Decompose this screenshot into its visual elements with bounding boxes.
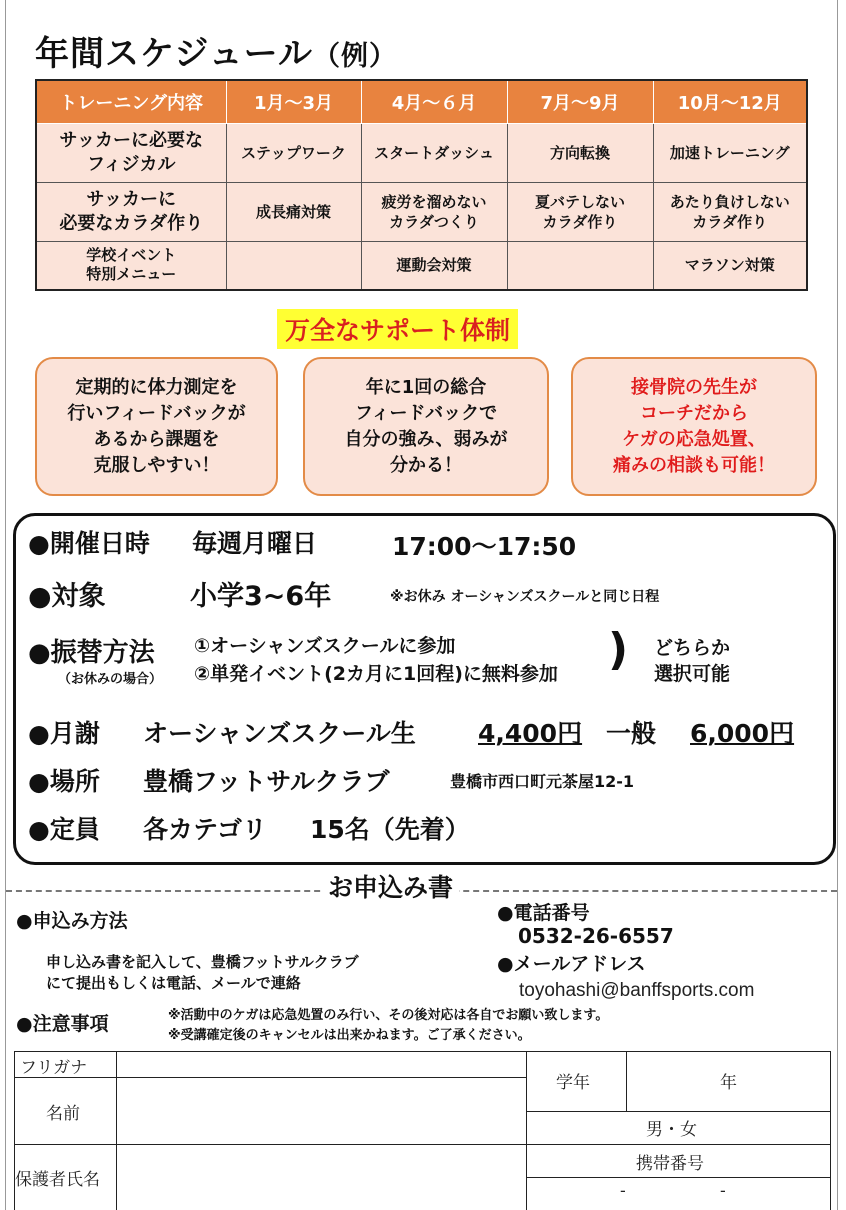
mobile-dash: - [620,1181,626,1201]
furigana-label: フリガナ [20,1058,88,1078]
grid-line [526,1111,831,1112]
schedule-header: 1月〜3月 [226,80,361,124]
grid-line [830,1051,831,1210]
caution-2: ※受講確定後のキャンセルは出来かねます。ご了承ください。 [168,1028,531,1043]
makeup-paren: ) [608,624,629,675]
schedule-header: 10月〜12月 [653,80,807,124]
date-label: ●開催日時 [28,529,150,558]
capacity-label: ●定員 [28,815,100,844]
page-right-border [837,0,838,1210]
caution-label: ●注意事項 [16,1013,109,1035]
schedule-cell [226,241,361,290]
target-value: 小学3~6年 [190,581,332,612]
time-value: 17:00〜17:50 [392,532,577,561]
target-label: ●対象 [28,581,106,612]
grid-line [526,1144,831,1145]
makeup-choice-2: 選択可能 [654,663,731,685]
caution-1: ※活動中のケガは応急処置のみ行い、その後対応は各自でお願い致します。 [168,1008,609,1023]
method-text-1: 申し込み書を記入して、豊橋フットサルクラブ [46,953,359,971]
schedule-header: 4月〜６月 [361,80,507,124]
schedule-cell: マラソン対策 [653,241,807,290]
grid-line [14,1077,526,1078]
mobile-dash: - [720,1181,726,1201]
fee-label: ●月謝 [28,719,100,748]
capacity-count: 15名（先着） [310,815,470,844]
name-field[interactable] [118,1079,524,1142]
schedule-cell: ステップワーク [226,124,361,183]
schedule-cell: 運動会対策 [361,241,507,290]
schedule-cell: スタートダッシュ [361,124,507,183]
grid-line [526,1051,527,1210]
schedule-cell: 夏バテしない カラダ作り [507,182,653,241]
fee-member-label: オーシャンズスクール生 [143,719,416,748]
grade-label: 学年 [556,1073,590,1093]
makeup-option-2: ②単発イベント(2カ月に1回程)に無料参加 [194,663,558,685]
grid-line [14,1051,831,1052]
support-card-coach: 接骨院の先生が コーチだから ケガの応急処置、 痛みの相談も可能！ [571,357,817,496]
schedule-row-label: サッカーに 必要なカラダ作り [36,182,226,241]
schedule-header: 7月〜9月 [507,80,653,124]
schedule-cell: 加速トレーニング [653,124,807,183]
date-value: 毎週月曜日 [192,529,318,558]
grid-line [14,1144,526,1145]
target-note: ※お休み オーシャンズスクールと同じ日程 [390,589,660,605]
method-label: ●申込み方法 [16,910,128,932]
schedule-table [35,79,808,291]
email-value: toyohashi@banffsports.com [519,980,755,1001]
schedule-row-label: 学校イベント 特別メニュー [36,241,226,290]
guardian-field[interactable] [118,1146,524,1208]
place-label: ●場所 [28,767,100,796]
support-heading: 万全なサポート体制 [277,309,518,349]
mobile-label: 携帯番号 [636,1154,704,1174]
gender-select[interactable]: 男・女 [646,1120,697,1140]
support-card-feedback: 年に1回の総合 フィードバックで 自分の強み、弱みが 分かる！ [303,357,549,496]
capacity-value: 各カテゴリ [143,815,268,844]
title-text: 年間スケジュール [35,34,313,74]
makeup-sub: （お休みの場合） [58,672,163,687]
phone-label: ●電話番号 [497,902,590,924]
schedule-header-row [36,80,807,124]
schedule-cell: 疲労を溜めない カラダつくり [361,182,507,241]
schedule-cell: あたり負けしない カラダ作り [653,182,807,241]
email-label: ●メールアドレス [497,953,646,975]
makeup-choice-1: どちらか [654,637,731,659]
guardian-label: 保護者氏名 [15,1170,100,1190]
schedule-row [36,182,807,241]
form-title: お申込み書 [322,868,459,904]
mobile-field[interactable] [528,1179,828,1209]
place-address: 豊橋市西口町元茶屋12-1 [450,772,635,791]
grade-field[interactable] [628,1054,718,1109]
page-title [35,26,397,75]
schedule-cell: 方向転換 [507,124,653,183]
name-label: 名前 [46,1104,80,1124]
makeup-label: ●振替方法 [28,638,155,668]
schedule-cell: 成長痛対策 [226,182,361,241]
schedule-header: トレーニング内容 [36,80,226,124]
schedule-row [36,241,807,290]
title-suffix: （例） [312,41,397,72]
makeup-option-1: ①オーシャンズスクールに参加 [194,635,456,657]
fee-general-value: 6,000円 [690,719,795,748]
support-card-measurement: 定期的に体力測定を 行いフィードバックが あるから課題を 克服しやすい！ [35,357,278,496]
phone-value: 0532-26-6557 [518,924,674,948]
grid-line [116,1051,117,1210]
fee-member-value: 4,400円 [478,719,583,748]
schedule-row [36,124,807,183]
furigana-field[interactable] [118,1054,524,1076]
grid-line [526,1177,831,1178]
place-value: 豊橋フットサルクラブ [143,767,390,796]
method-text-2: にて提出もしくは電話、メールで連絡 [46,974,301,992]
schedule-row-label: サッカーに必要な フィジカル [36,124,226,183]
fee-general-label: 一般 [606,719,657,748]
page-left-border [5,0,6,1210]
grade-unit: 年 [720,1073,737,1093]
grid-line [626,1051,627,1111]
schedule-cell [507,241,653,290]
